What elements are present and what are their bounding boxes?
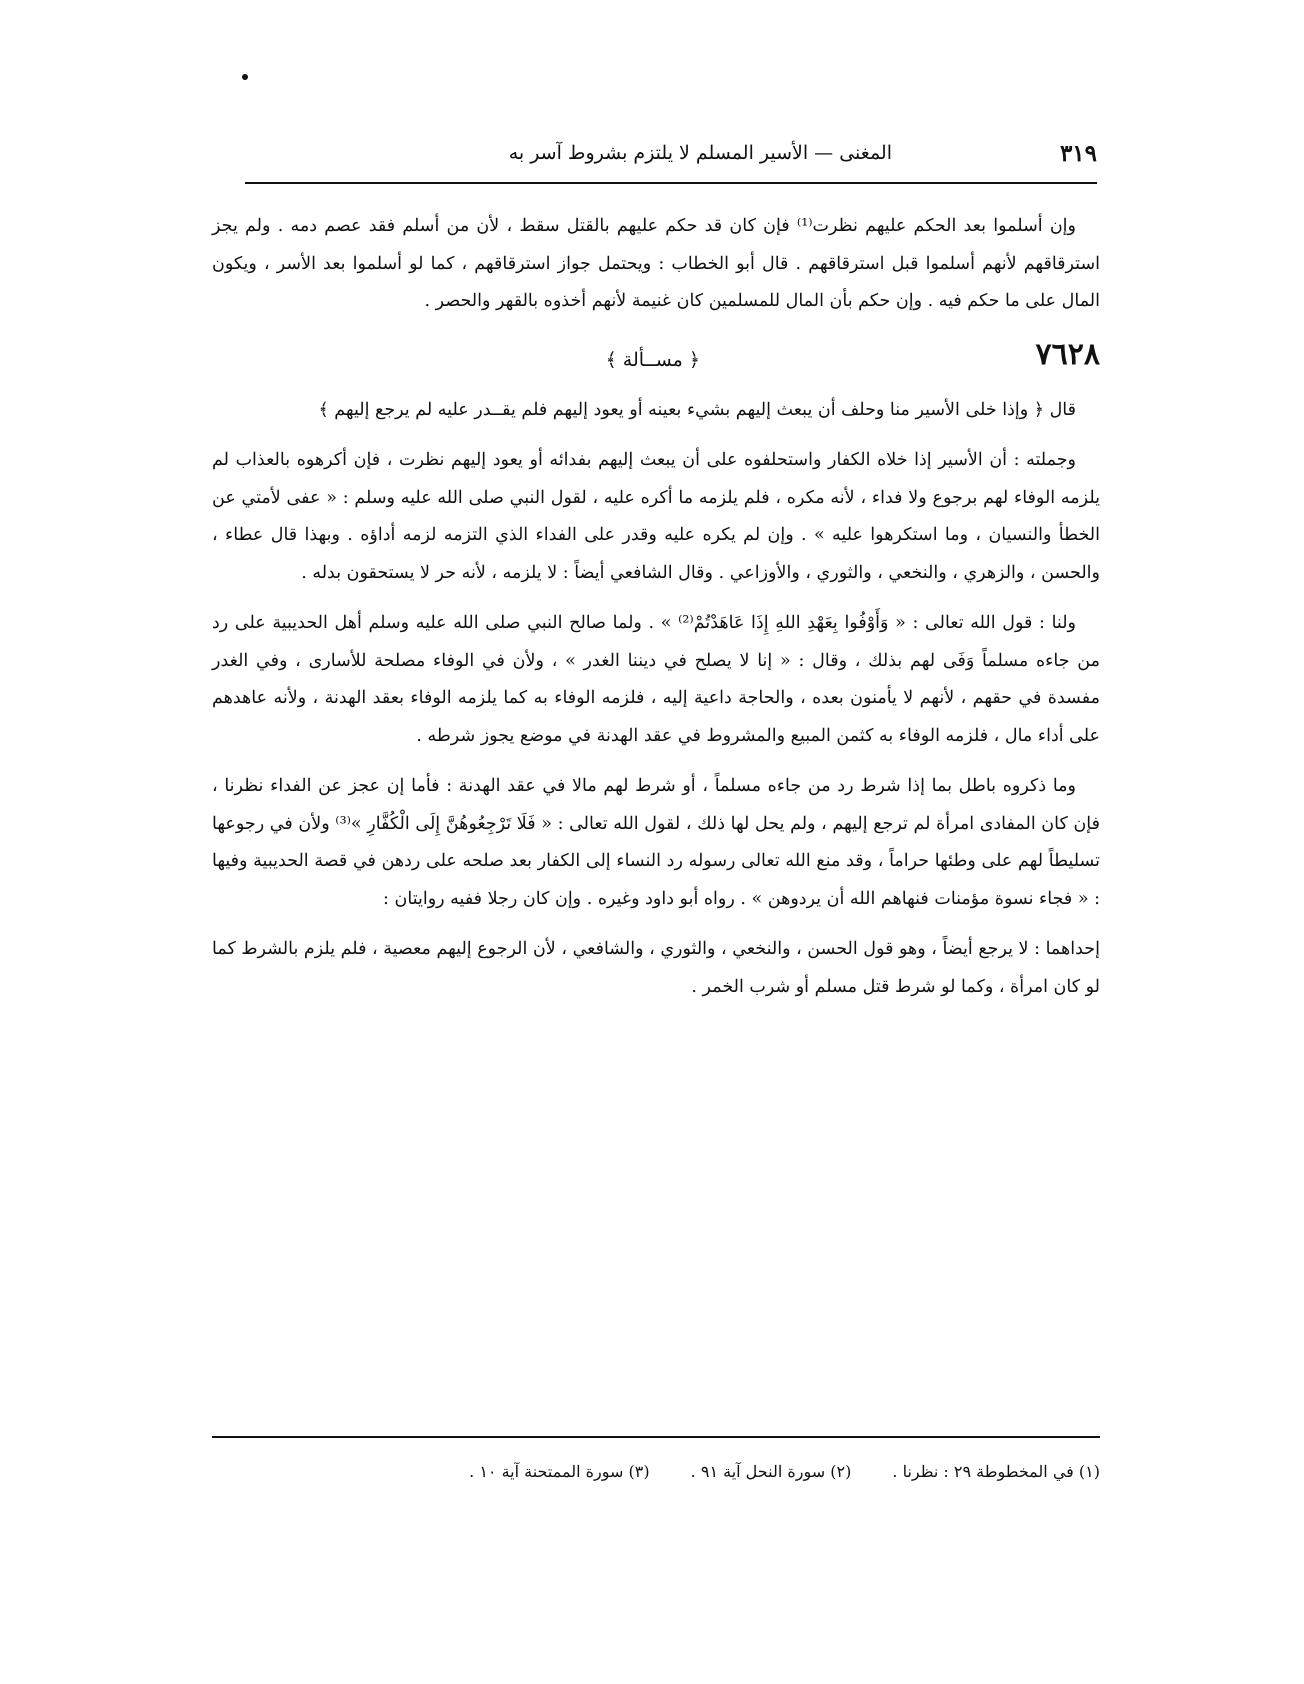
footnote-3: (٣) سورة الممتحنة آية ١٠ .: [469, 1462, 650, 1481]
paragraph: قال ﴿ وإذا خلى الأسير منا وحلف أن يبعث إليهم بشيء بعينه أو يعود إليهم فلم يقــدر عليه لم يرجع إليهم ﴾: [318, 399, 1076, 420]
footnotes: [212, 1458, 1100, 1486]
paragraph: وما ذكروه باطل بما إذا شرط رد من جاءه مسلماً ، أو شرط لهم مالا في عقد الهدنة : فأما إن عجز عن الفداء نظرنا ، فإن كان المفادى امرأة لم ترجع إليهم ، ولم يحل لها ذلك ، لقول الله تعالى : « فَلَا تَرْجِعُوهُنَّ إِلَى الْكُفَّارِ »⁽³⁾ ولأن في رجوعها تسليطاً لهم على وطئها حراماً ، وقد منع الله تعالى رسوله رد النساء إلى الكفار بعد صلحه على ردهن في قصة الحديبية وفيها : « فجاء نسوة مؤمنات فنهاهم الله أن يردوهن » . رواه أبو داود وغيره . وإن كان رجلا ففيه روايتان :: [212, 776, 1101, 909]
masala-heading: [212, 334, 1100, 382]
paragraph: وإن أسلموا بعد الحكم عليهم نظرت⁽¹⁾ فإن كان قد حكم عليهم بالقتل سقط ، لأن من أسلم فقد عصم دمه . ولم يجز استرقاقهم لأنهم أسلموا قبل استرقاقهم . قال أبو الخطاب : ويحتمل جواز استرقاقهم ، كما لو أسلموا بعد الأسر ، ويكون المال على ما حكم فيه . وإن حكم بأن المال للمسلمين كان غنيمة لأنهم أخذوه بالقهر والحصر .: [212, 216, 1100, 311]
paragraph: إحداهما : لا يرجع أيضاً ، وهو قول الحسن ، والنخعي ، والثوري ، والشافعي ، لأن الرجوع إليهم معصية ، فلم يلزم بالشرط كما لو كان امرأة ، وكما لو شرط قتل مسلم أو شرب الخمر .: [212, 939, 1100, 997]
page-number: ٣١٩: [1059, 140, 1097, 167]
page-header: [245, 140, 1097, 180]
header-divider: [245, 182, 1097, 184]
running-title: المغنى — الأسير المسلم لا يلتزم بشروط آسر به: [508, 142, 892, 164]
footnote-2: (٢) سورة النحل آية ٩١ .: [690, 1462, 852, 1481]
stray-dot: [242, 74, 248, 80]
paragraph: ولنا : قول الله تعالى : « وَأَوْفُوا بِعَهْدِ اللهِ إِذَا عَاهَدْتُمْ⁽²⁾ » . ولما صالح النبي صلى الله عليه وسلم أهل الحديبية على رد من جاءه مسلماً وَفَى لهم بذلك ، وقال : « إنا لا يصلح في ديننا الغدر » ، ولأن في الوفاء مصلحة للأسارى ، وفي الغدر مفسدة في حقهم ، لأنهم لا يأمنون بعده ، والحاجة داعية إليه ، فلزمه الوفاء به كما يلزمه الوفاء بعقد الهدنة ، ولأنه عاهدهم على أداء مال ، فلزمه الوفاء به كثمن المبيع والمشروط في عقد الهدنة في موضع يجوز شرطه .: [212, 613, 1100, 746]
paragraph: وجملته : أن الأسير إذا خلاه الكفار واستحلفوه على أن يبعث إليهم بفدائه أو يعود إليهم نظرت ، فإن أكرهوه بالعذاب لم يلزمه الوفاء لهم برجوع ولا فداء ، لأنه مكره ، فلم يلزمه ما أكره عليه ، لقول النبي صلى الله عليه وسلم : « عفى لأمتي عن الخطأ والنسيان ، وما استكرهوا عليه » . وإن لم يكره عليه وقدر على الفداء الذي التزمه لزمه أداؤه . وبهذا قال عطاء ، والحسن ، والزهري ، والنخعي ، والثوري ، والأوزاعي . وقال الشافعي أيضاً : لا يلزمه ، لأنه حر لا يستحقون بدله .: [212, 450, 1100, 583]
footnote-divider: [212, 1436, 1100, 1438]
masala-title: ﴿ مســألة ﴾: [605, 348, 700, 371]
footnote-1: (١) في المخطوطة ٢٩ : نظرنا .: [892, 1462, 1100, 1481]
page-body: [212, 208, 1100, 1019]
masala-number: ٧٦٢٨: [1035, 336, 1100, 372]
